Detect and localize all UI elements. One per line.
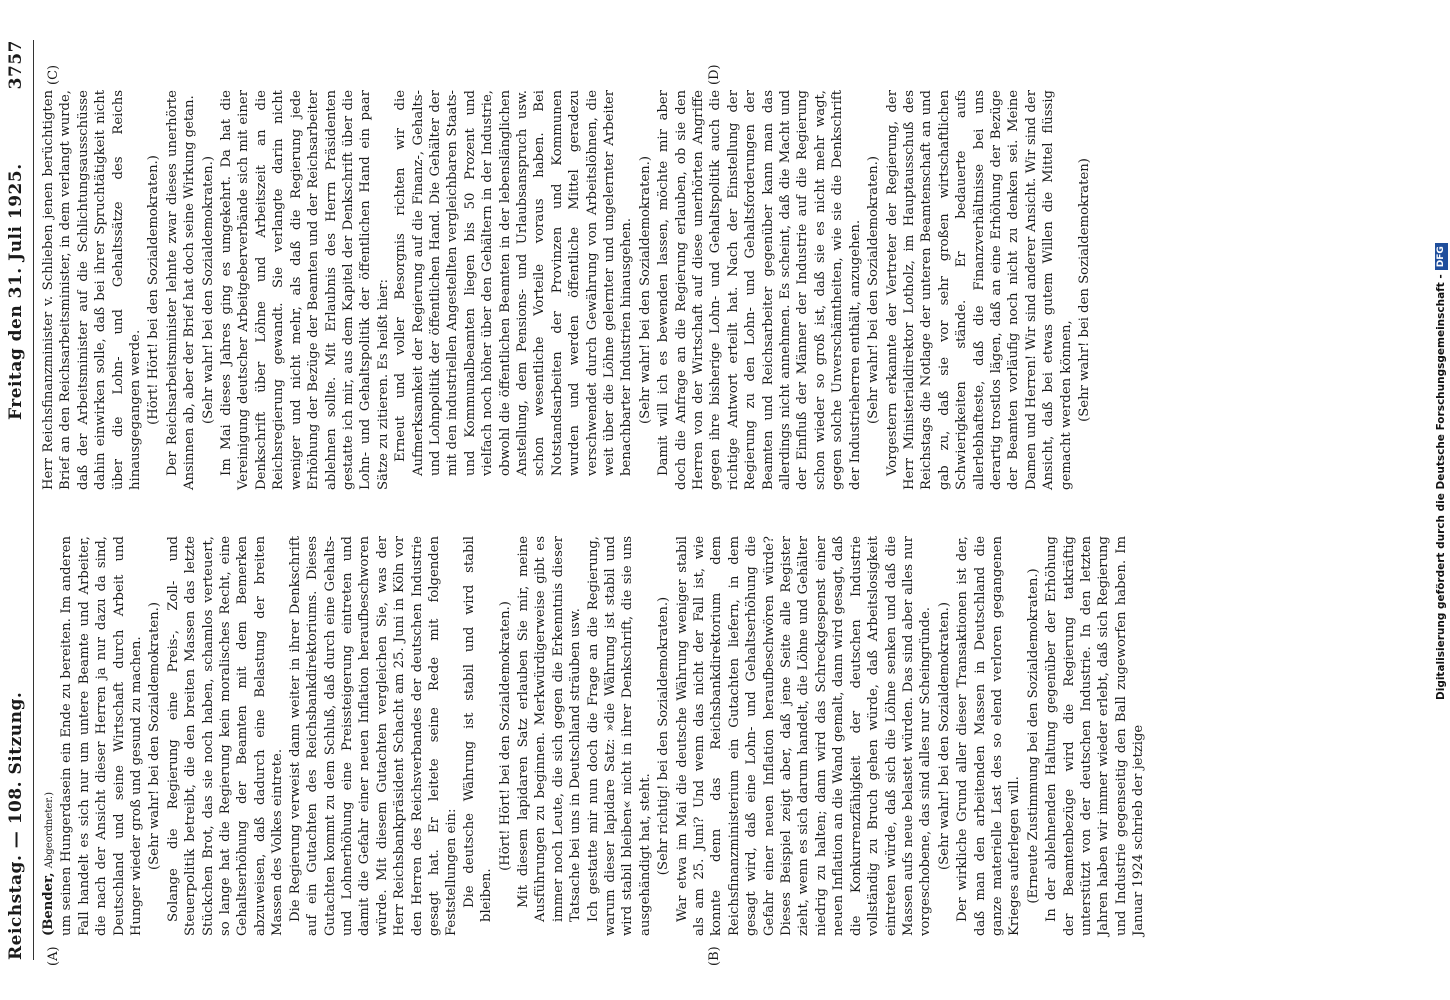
margin-mark-d: (D) xyxy=(707,64,722,85)
quotation: Die deutsche Währung ist stabil und wird stabil bleiben. xyxy=(461,536,495,922)
margin-mark-a: (A) xyxy=(46,946,61,966)
paragraph: Damit will ich es bewenden lassen, möchte mir aber doch die Anfrage an die Regierung erlauben, ob sie den Herren von der Wirtschaft auf diese unerhörten Angriffe gegen ihre bisherige Lohn- und Gehaltspolitik auch die richtige Antwort erteilt hat. Nach der Einstellung der Regierung zu den Lohn- und Gehaltsforderungen der Beamten und Reichsarbeiter gegenüber kann man das allerdings nicht annehmen. Es scheint, daß die Macht und der Einfluß der Männer der Industrie auf die Regierung schon wieder so groß ist, daß sie es nicht mehr wagt, gegen solche Unverschämtheiten, wie sie die Denkschrift der Industrieherren enthält, anzugehen. xyxy=(656,90,863,490)
speaker-name: (Bender, xyxy=(41,872,56,936)
interjection: (Erneute Zustimmung bei den Sozialdemokraten.) xyxy=(1025,568,1041,904)
speaker-role: Abgeordneter.) xyxy=(44,792,55,869)
page-header xyxy=(2,40,28,960)
interjection: (Hört! Hört! bei den Sozialdemokraten.) xyxy=(497,601,513,871)
paragraph: um seinen Hungerdasein ein Ende zu bereiten. Im anderen Fall handelt es sich nur um untere Beamte und Arbeiter, die nach der Ansicht dieser Herren ja nur dazu da sind, Deutschland und seine Wirtschaft durch Arbeit und Hunger wieder groß und gesund zu machen. xyxy=(59,536,145,936)
page-number: 3757 xyxy=(6,40,26,90)
margin-mark-b: (B) xyxy=(707,946,722,966)
margin-mark-c: (C) xyxy=(46,64,61,85)
interjection: (Sehr wahr! bei den Sozialdemokraten.) xyxy=(637,156,653,424)
paragraph: In der ablehnenden Haltung gegenüber der Erhöhung der Beamtenbezüge wird die Regierung tatkräftig unterstützt von der deutschen Industrie. In den letzten Jahren haben wir immer wieder erlebt, daß sich Regierung und Industrie gegenseitig den Ball zugeworfen haben. Im Januar 1924 schrieb der jetzige xyxy=(1044,536,1147,936)
quotation: Erneut und voller Besorgnis richten wir die Aufmerksamkeit der Regierung auf die Finanz-, Gehalts- und Lohnpolitik der öffentlichen Hand. Die Gehälter der mit den industriellen Angestellten vergleichbaren Staats- und Kommunalbeamten liegen bis 50 Prozent und vielfach noch höher über den Gehältern in der Industrie, obwohl die öffentlichen Beamten in der lebenslänglichen Anstellung, dem Pensions- und Urlaubsanspruch usw. schon wesentliche Vorteile voraus haben. Bei Notstandsarbeiten der Provinzen und Kommunen wurden und werden öffentliche Mittel geradezu verschwendet durch Gewährung von Arbeitslöhnen, die weit über die Löhne gelernter und ungelernter Arbeiter benachbarter Industrien hinausgehen. xyxy=(393,90,635,476)
interjection: (Hört! Hört! bei den Sozialdemokraten.) xyxy=(146,155,162,425)
interjection: (Sehr richtig! bei den Sozialdemokraten.) xyxy=(656,596,672,876)
digitization-credit xyxy=(1412,6,1447,700)
dfg-logo: DFG xyxy=(1435,243,1448,270)
paragraph: Herr Reichsfinanzminister v. Schlieben jenen berüchtigten Brief an den Reichsarbeitsminister, in dem verlangt wurde, daß der Arbeitsminister auf die Schlichtungsausschüsse dahin einwirken solle, daß bei ihrer Spruchtätigkeit nicht über die Lohn- und Gehaltssätze des Reichs hinausgegangen werde. xyxy=(41,90,144,490)
credit-text: Digitalisierung gefördert durch die Deutsche Forschungsgemeinschaft - xyxy=(1435,274,1447,700)
paragraph: Der Reichsarbeitsminister lehnte zwar dieses unerhörte Ansinnen ab, aber der Brief hat doch seine Wirkung getan. xyxy=(164,90,198,490)
paragraph: Ich gestatte mir nun doch die Frage an die Regierung, warum dieser lapidare Satz: »die Währung ist stabil und wird stabil bleiben« nicht in ihrer Denkschrift, die sie uns ausgehändigt hat, steht. xyxy=(585,536,653,936)
credit-line xyxy=(1432,6,1450,700)
paragraph: Der wirkliche Grund aller dieser Transaktionen ist der, daß man den arbeitenden Massen in Deutschland die ganze materielle Last des so elend verloren gegangenen Krieges auferlegen will. xyxy=(955,536,1023,936)
interjection: (Sehr wahr! bei den Sozialdemokraten.) xyxy=(200,156,216,424)
paragraph: Solange die Regierung eine Preis-, Zoll- und Steuerpolitik betreibt, die den breiten Massen das letzte Stückchen Brot, das sie noch haben, schamlos verteuert, so lange hat die Regierung kein moralisches Recht, eine Gehaltserhöhung der Beamten mit dem Bemerken abzuweisen, daß dadurch eine Belastung der breiten Massen des Volkes eintrete. xyxy=(165,536,286,936)
quotation: Mit diesem lapidaren Satz erlauben Sie mir, meine Ausführungen zu beginnen. Merkwürdigerweise gibt es immer noch Leute, die sich gegen die Erkenntnis dieser Tatsache bei uns in Deutschland sträuben usw. xyxy=(515,536,584,922)
paragraph: War etwa im Mai die deutsche Währung weniger stabil als am 25. Juni? Und wenn das nicht der Fall ist, wie konnte denn das Reichsbankdirektorium dem Reichsfinanzministerium ein Gutachten liefern, in dem gesagt wird, daß eine Lohn- und Gehaltserhöhung die Gefahr einer neuen Inflation heraufbeschwören würde? Dieses Beispiel zeigt aber, daß jene Seite alle Register zieht, wenn es sich darum handelt, die Löhne und Gehälter niedrig zu halten; dann wird das Schreckgespenst einer neuen Inflation an die Wand gemalt, dann wird gesagt, daß die Konkurrenzfähigkeit der deutschen Industrie vollständig zu Bruch gehen würde, daß Arbeitslosigkeit eintreten würde, daß sich die Löhne senken und daß die Massen aufs neue belastet würden. Das sind aber alles nur vorgeschobene, das sind alles nur Scheingründe. xyxy=(674,536,934,936)
header-date: Freitag den 31. Juli 1925. xyxy=(6,163,26,420)
rotated-page xyxy=(2,20,1332,980)
text-column-left xyxy=(40,536,1148,936)
header-rule xyxy=(33,40,34,960)
interjection: (Sehr wahr! bei den Sozialdemokraten.) xyxy=(936,602,952,870)
speaker-line xyxy=(40,536,58,936)
interjection: (Sehr wahr! bei den Sozialdemokraten.) xyxy=(147,602,163,870)
paragraph: Im Mai dieses Jahres ging es umgekehrt. Da hat die Vereinigung deutscher Arbeitgeberverbände sich mit einer Denkschrift über Löhne und Arbeitszeit an die Reichsregierung gewandt. Sie verlangte darin nicht weniger und nicht mehr, als daß die Regierung jede Erhöhung der Bezüge der Beamten und der Reichsarbeiter ablehnen sollte. Mit Erlaubnis des Herrn Präsidenten gestatte ich mir, aus dem Kapitel der Denkschrift über die Lohn- und Gehaltspolitik der öffentlichen Hand ein paar Sätze zu zitieren. Es heißt hier: xyxy=(219,90,391,490)
interjection: (Sehr wahr! bei den Sozialdemokraten) xyxy=(1076,158,1092,422)
header-left: Reichstag. — 108. Sitzung. xyxy=(6,691,26,960)
text-column-right xyxy=(40,90,1094,490)
interjection: (Sehr wahr! bei den Sozialdemokraten.) xyxy=(866,156,882,424)
paragraph: Die Regierung verweist dann weiter in ihrer Denkschrift auf ein Gutachten des Reichsbankdirektoriums. Dieses Gutachten kommt zu dem Schluß, daß durch eine Gehalts- und Lohnerhöhung eine Preissteigerung eintreten und damit die Gefahr einer neuen Inflation heraufbeschworen würde. Mit diesem Gutachten vergleichen Sie, was der Herr Reichsbankpräsident Schacht am 25. Juni in Köln vor den Herren des Reichsverbandes der deutschen Industrie gesagt hat. Er leitete seine Rede mit folgenden Feststellungen ein: xyxy=(287,536,460,936)
paragraph: Vorgestern erkannte der Vertreter der Regierung, der Herr Ministerialdirektor Lotholz, im Hauptausschuß des Reichstags die Notlage der unteren Beamtenschaft an und gab zu, daß sie vor sehr großen wirtschaftlichen Schwierigkeiten stände. Er bedauerte aufs allerlebhafteste, daß die Finanzverhältnisse bei uns derartig trostlos lägen, daß an eine Erhöhung der Bezüge der Beamten vorläufig noch nicht zu denken sei. Meine Damen und Herren! Wir sind anderer Ansicht. Wir sind der Ansicht, daß bei etwas gutem Willen die Mittel flüssig gemacht werden können, xyxy=(884,90,1074,490)
